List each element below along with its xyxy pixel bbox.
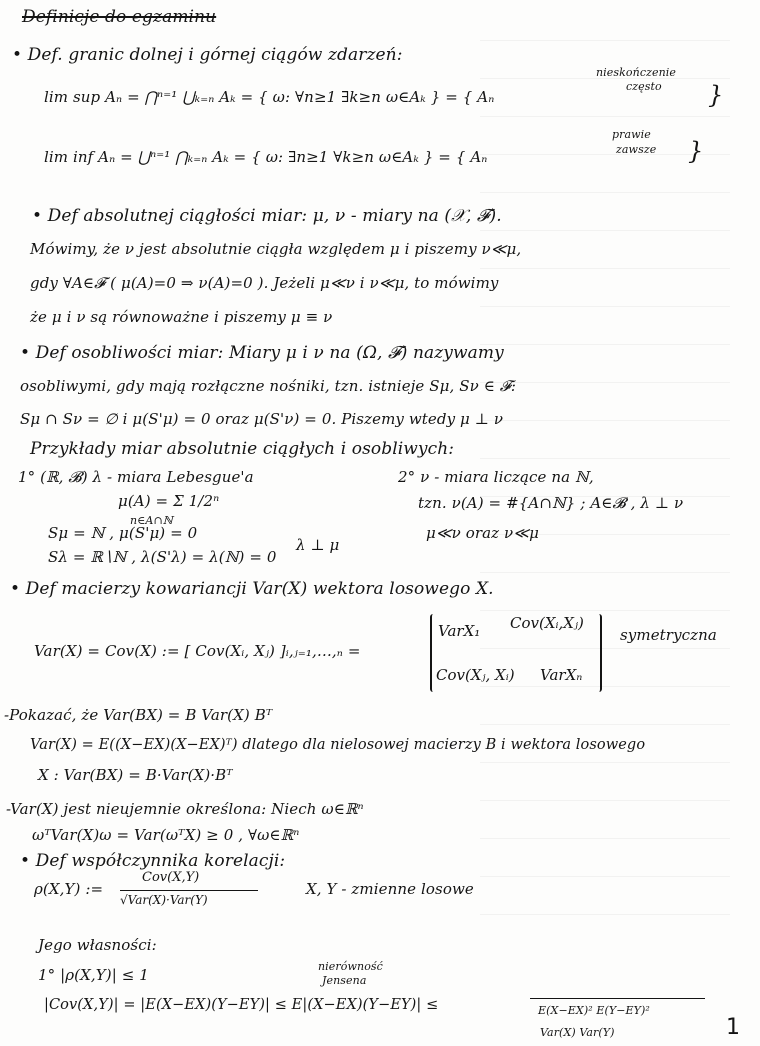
text-line: X : Var(BX) = B·Var(X)·Bᵀ <box>38 766 233 784</box>
text-line: osobliwymi, gdy mają rozłączne nośniki, tzn. istnieje Sμ, Sν ∈ 𝓕: <box>20 377 517 395</box>
formula-line: lim inf Aₙ = ⋃ⁿ⁼¹ ⋂ₖ₌ₙ Aₖ = { ω: ∃n≥1 ∀k≥n ω∈Aₖ } = { Aₙ <box>44 148 488 166</box>
correlation-fraction <box>120 870 258 912</box>
example-line: μ(A) = Σ 1/2ⁿ <box>118 492 220 510</box>
annotation: symetryczna <box>620 626 717 644</box>
text-line: Var(X) = E((X−EX)(X−EX)ᵀ) dlatego dla nielosowej macierzy B i wektora losowego <box>30 737 646 753</box>
fraction-denominator: √Var(X)·Var(Y) <box>120 893 208 907</box>
formula-line: Var(X) = Cov(X) := [ Cov(Xᵢ, Xⱼ) ]ᵢ,ⱼ₌₁,…,ₙ = <box>34 642 361 660</box>
matrix-cell: Cov(Xᵢ,Xⱼ) <box>510 614 584 632</box>
fraction-numerator: Cov(X,Y) <box>142 870 200 885</box>
text-line: • Def osobliwości miar: Miary μ i ν na (Ω, 𝓕) nazywamy <box>20 343 504 363</box>
text-line: 1° |ρ(X,Y)| ≤ 1 <box>38 966 149 984</box>
matrix-cell: VarX₁ <box>438 622 481 640</box>
text-line: X, Y - zmienne losowe <box>306 880 474 898</box>
text-line: • Def macierzy kowariancji Var(X) wektora losowego X. <box>10 579 494 599</box>
annotation: nieskończenie <box>596 66 677 79</box>
text-line: że μ i ν są równoważne i piszemy μ ≡ ν <box>30 308 333 326</box>
text-line: -Var(X) jest nieujemnie określona: Niech ω∈ℝⁿ <box>6 800 364 818</box>
text-line: • Def. granic dolnej i górnej ciągów zdarzeń: <box>12 45 403 65</box>
example-line: 2° ν - miara liczące na ℕ, <box>398 468 594 486</box>
text-line: • Def absolutnej ciągłości miar: μ, ν - miary na (𝒳, 𝓕). <box>32 206 502 226</box>
formula-line: E(X−EX)² E(Y−EY)² <box>538 1004 650 1017</box>
annotation: zawsze <box>616 143 657 156</box>
text-line: • Def współczynnika korelacji: <box>20 851 286 871</box>
formula-line: ρ(X,Y) := <box>34 880 104 898</box>
example-line: 1° (ℝ, 𝓑) λ - miara Lebesgue'a <box>18 468 254 486</box>
matrix-cell: VarXₙ <box>540 666 583 684</box>
example-line: tzn. ν(A) = #{A∩ℕ} ; A∈𝓑 , λ ⊥ ν <box>418 494 684 512</box>
text-line: Jego własności: <box>38 936 157 954</box>
example-line: n∈A∩ℕ <box>130 514 173 527</box>
bleed-through-texture <box>480 40 730 940</box>
text-line: Sμ ∩ Sν = ∅ i μ(S'μ) = 0 oraz μ(S'ν) = 0. Piszemy wtedy μ ⊥ ν <box>20 410 504 428</box>
matrix-cell: Cov(Xⱼ, Xᵢ) <box>436 666 515 684</box>
annotation: Jensena <box>322 974 367 987</box>
text-line: gdy ∀A∈𝓕 ( μ(A)=0 ⇒ ν(A)=0 ). Jeżeli μ≪ν i ν≪μ, to mówimy <box>30 274 499 292</box>
page-heading: Definicje do egzaminu <box>22 7 217 27</box>
formula-line: Var(X) Var(Y) <box>540 1026 615 1039</box>
page-number: 1 <box>726 1015 740 1040</box>
brace: } <box>708 81 724 109</box>
brace: } <box>688 137 704 165</box>
annotation: często <box>626 80 662 93</box>
example-line: Sμ = ℕ , μ(S'μ) = 0 <box>48 524 198 542</box>
covariance-matrix <box>430 614 602 692</box>
example-line: λ ⊥ μ <box>296 536 340 554</box>
formula-line: |Cov(X,Y)| = |E(X−EX)(Y−EY)| ≤ E|(X−EX)(Y−EY)| ≤ <box>44 997 439 1013</box>
sqrt-bar <box>530 998 705 999</box>
formula-line: lim sup Aₙ = ⋂ⁿ⁼¹ ⋃ₖ₌ₙ Aₖ = { ω: ∀n≥1 ∃k≥n ω∈Aₖ } = { Aₙ <box>44 88 495 106</box>
example-line: Sλ = ℝ∖ℕ , λ(S'λ) = λ(ℕ) = 0 <box>48 548 277 566</box>
example-line: μ≪ν oraz ν≪μ <box>426 524 539 542</box>
text-line: Mówimy, że ν jest absolutnie ciągła względem μ i piszemy ν≪μ, <box>30 240 522 258</box>
annotation: prawie <box>612 128 651 141</box>
text-line: Przykłady miar absolutnie ciągłych i osobliwych: <box>30 439 455 459</box>
fraction-bar <box>120 890 258 891</box>
text-line: -Pokazać, że Var(BX) = B Var(X) Bᵀ <box>4 706 273 724</box>
text-line: ωᵀVar(X)ω = Var(ωᵀX) ≥ 0 , ∀ω∈ℝⁿ <box>32 826 300 844</box>
annotation: nierówność <box>318 960 383 973</box>
